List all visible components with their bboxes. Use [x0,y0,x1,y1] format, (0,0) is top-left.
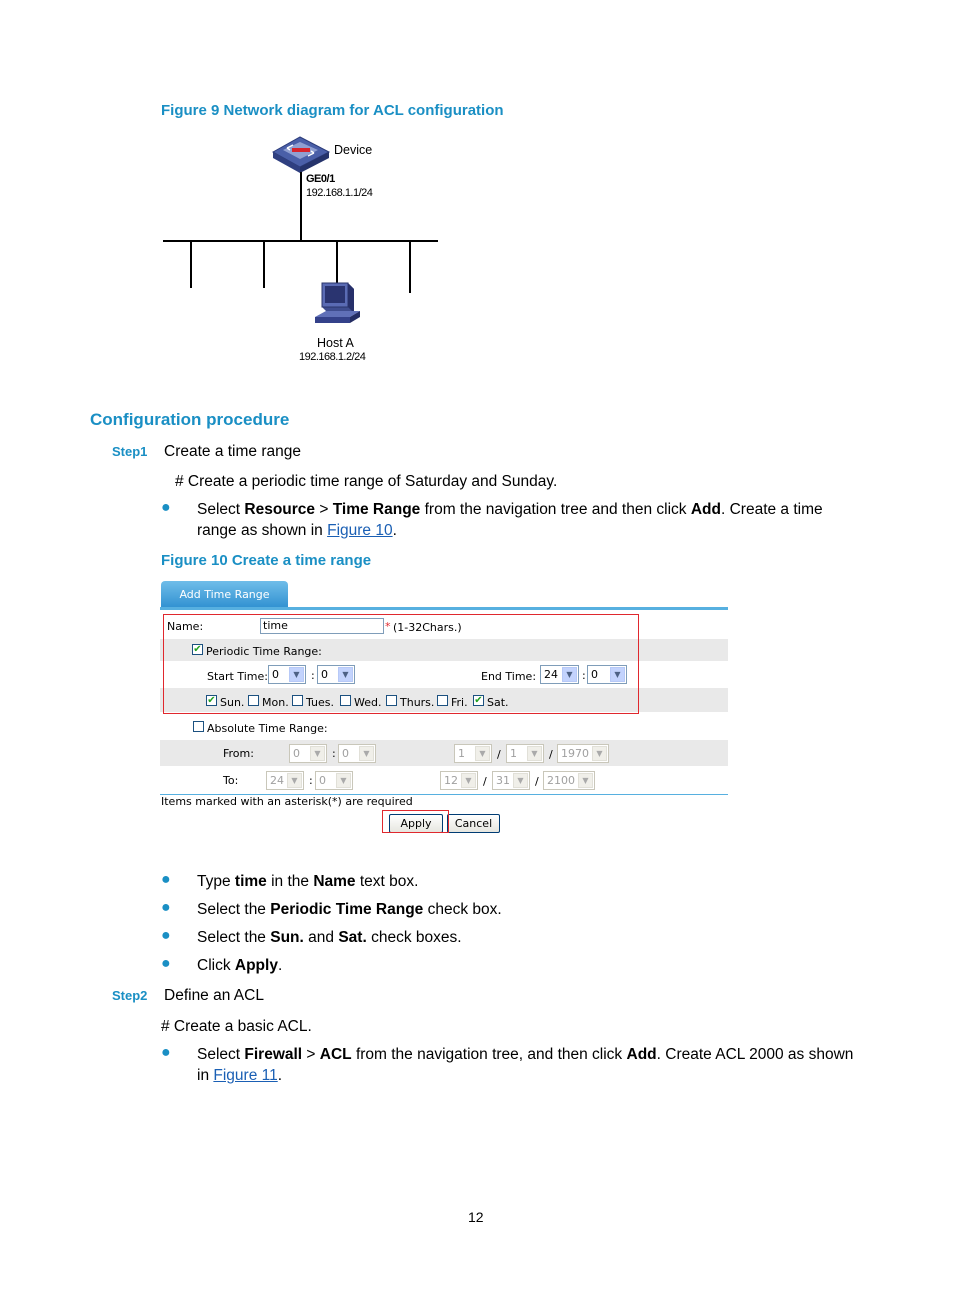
day-checkbox[interactable] [292,695,303,706]
menu-add: Add [690,501,721,518]
menu-firewall: Firewall [244,1046,303,1063]
day-checkbox[interactable]: ✔ [207,695,216,706]
bullet-marker: ● [161,955,171,972]
day-label: Wed. [354,696,382,709]
periodic-checkbox[interactable]: ✔ [193,644,202,655]
start-time-label: Start Time: [207,670,268,683]
chevron-down-icon: ▼ [310,746,325,761]
slash: / [535,775,539,788]
emphasis-term: Sun. [270,929,304,946]
text: . Create a time [720,501,823,518]
emphasis-term: time [234,873,267,890]
menu-add: Add [626,1046,657,1063]
from-label: From: [223,747,254,760]
figure-11-link[interactable]: Figure 11 [213,1067,278,1084]
name-hint: (1-32Chars.) [393,621,462,634]
page-number: 12 [468,1209,484,1225]
tab-underline [160,607,728,610]
end-hour-value: 24 [544,668,558,681]
step1-bullet [197,499,863,541]
to-month-value: 12 [444,774,458,787]
instruction-item [197,955,282,976]
to-min-select[interactable] [315,771,353,790]
start-min-value: 0 [321,668,328,681]
text: check box. [423,901,502,918]
device-label: Device [334,143,373,157]
from-min-select[interactable] [338,744,376,763]
from-day-select[interactable] [506,744,544,763]
colon: : [582,669,586,682]
emphasis-term: Periodic Time Range [270,901,424,918]
section-heading: Configuration procedure [90,410,290,429]
from-year-select[interactable] [557,744,609,763]
step2-comment: # Create a basic ACL. [161,1018,312,1035]
to-hour-select[interactable] [266,771,304,790]
chevron-down-icon: ▼ [359,746,374,761]
text: . [277,1067,283,1084]
host-label: Host A [317,336,354,350]
to-month-select[interactable] [440,771,478,790]
text: from the navigation tree and then click [420,501,691,518]
bullet-marker: ● [161,1044,171,1061]
slash: / [483,775,487,788]
periodic-label: Periodic Time Range: [206,645,322,658]
emphasis-term: Name [313,873,356,890]
bullet-marker: ● [161,871,171,888]
drop-line-1 [190,241,192,288]
end-time-label: End Time: [481,670,537,683]
text: . Create ACL 2000 as shown [656,1046,854,1063]
text: > [315,501,333,518]
text: > [302,1046,320,1063]
colon: : [332,747,336,760]
instruction-item [197,871,418,892]
step2-bullet [197,1044,863,1086]
required-note: Items marked with an asterisk(*) are required [161,795,413,808]
day-checkbox[interactable] [248,695,259,706]
chevron-down-icon: ▼ [562,667,577,682]
to-label: To: [223,774,239,787]
text: Select [197,1046,245,1063]
chevron-down-icon: ▼ [610,667,625,682]
day-checkbox[interactable] [340,695,351,706]
chevron-down-icon: ▼ [527,746,542,761]
text: Select the [197,929,271,946]
day-label: Tues. [306,696,335,709]
name-label: Name: [167,620,204,633]
absolute-checkbox[interactable] [193,721,204,732]
to-year-value: 2100 [547,774,575,787]
from-month-select[interactable] [454,744,492,763]
drop-line-4 [409,241,411,293]
bullet-marker: ● [161,899,171,916]
tab-add-time-range[interactable]: Add Time Range [161,581,288,609]
text: in the [266,873,314,890]
device-uplink-line [300,172,302,242]
to-hour-value: 24 [270,774,284,787]
text: from the navigation tree, and then click [351,1046,627,1063]
day-label: Mon. [262,696,289,709]
absolute-label: Absolute Time Range: [207,722,328,735]
text: . [277,957,283,974]
chevron-down-icon: ▼ [475,746,490,761]
day-label: Sat. [487,696,509,709]
text: Click [197,957,235,974]
menu-acl: ACL [319,1046,352,1063]
colon: : [309,774,313,787]
step1-tag: Step1 [112,444,148,459]
from-day-value: 1 [510,747,517,760]
menu-time-range: Time Range [332,501,421,518]
text: Type [197,873,235,890]
day-label: Fri. [451,696,468,709]
bullet-marker: ● [161,499,171,516]
text: text box. [355,873,419,890]
emphasis-term: Apply [234,957,278,974]
start-hour-value: 0 [272,668,279,681]
port-ip: 192.168.1.1/24 [306,187,373,199]
text: in [197,1067,214,1084]
add-time-range-form [160,581,728,837]
instruction-item [197,927,462,948]
text: range as shown in [197,522,328,539]
day-checkbox[interactable] [437,695,448,706]
port-label: GE0/1 [306,173,335,185]
text: Select the [197,901,271,918]
day-checkbox[interactable] [386,695,397,706]
cancel-button[interactable]: Cancel [447,814,500,833]
network-bus-line [163,240,438,242]
step2-title: Define an ACL [164,987,264,1004]
figure-10-link[interactable]: Figure 10 [327,522,393,539]
name-input[interactable]: time [260,618,384,634]
highlight-box-apply [382,810,449,833]
step2-tag: Step2 [112,988,148,1003]
to-day-value: 31 [496,774,510,787]
drop-line-2 [263,241,265,288]
from-year-value: 1970 [561,747,589,760]
step1-title: Create a time range [164,443,301,460]
to-year-select[interactable] [543,771,595,790]
slash: / [549,748,553,761]
required-asterisk: * [385,620,391,633]
drop-line-host [336,241,338,284]
instruction-item [197,899,502,920]
chevron-down-icon: ▼ [336,773,351,788]
emphasis-term: Sat. [338,929,367,946]
chevron-down-icon: ▼ [578,773,593,788]
text: check boxes. [366,929,462,946]
apply-button[interactable]: Apply [389,814,443,833]
to-day-select[interactable] [492,771,530,790]
figure-9-caption: Figure 9 Network diagram for ACL configuration [161,102,504,119]
menu-resource: Resource [244,501,316,518]
end-min-value: 0 [591,668,598,681]
from-min-value: 0 [342,747,349,760]
from-hour-select[interactable] [289,744,327,763]
host-computer-icon [312,281,362,327]
from-month-value: 1 [458,747,465,760]
slash: / [497,748,501,761]
chevron-down-icon: ▼ [592,746,607,761]
router-icon [270,134,332,174]
from-hour-value: 0 [293,747,300,760]
chevron-down-icon: ▼ [338,667,353,682]
day-label: Sun. [220,696,245,709]
day-label: Thurs. [400,696,435,709]
to-min-value: 0 [319,774,326,787]
step1-comment: # Create a periodic time range of Saturday and Sunday. [175,473,558,490]
chevron-down-icon: ▼ [461,773,476,788]
chevron-down-icon: ▼ [513,773,528,788]
host-ip: 192.168.1.2/24 [299,351,366,363]
colon: : [311,669,315,682]
chevron-down-icon: ▼ [287,773,302,788]
bullet-marker: ● [161,927,171,944]
text: Select [197,501,245,518]
text: . [392,522,397,539]
text: and [303,929,339,946]
chevron-down-icon: ▼ [289,667,304,682]
figure-10-caption: Figure 10 Create a time range [161,552,372,569]
day-checkbox[interactable]: ✔ [474,695,483,706]
